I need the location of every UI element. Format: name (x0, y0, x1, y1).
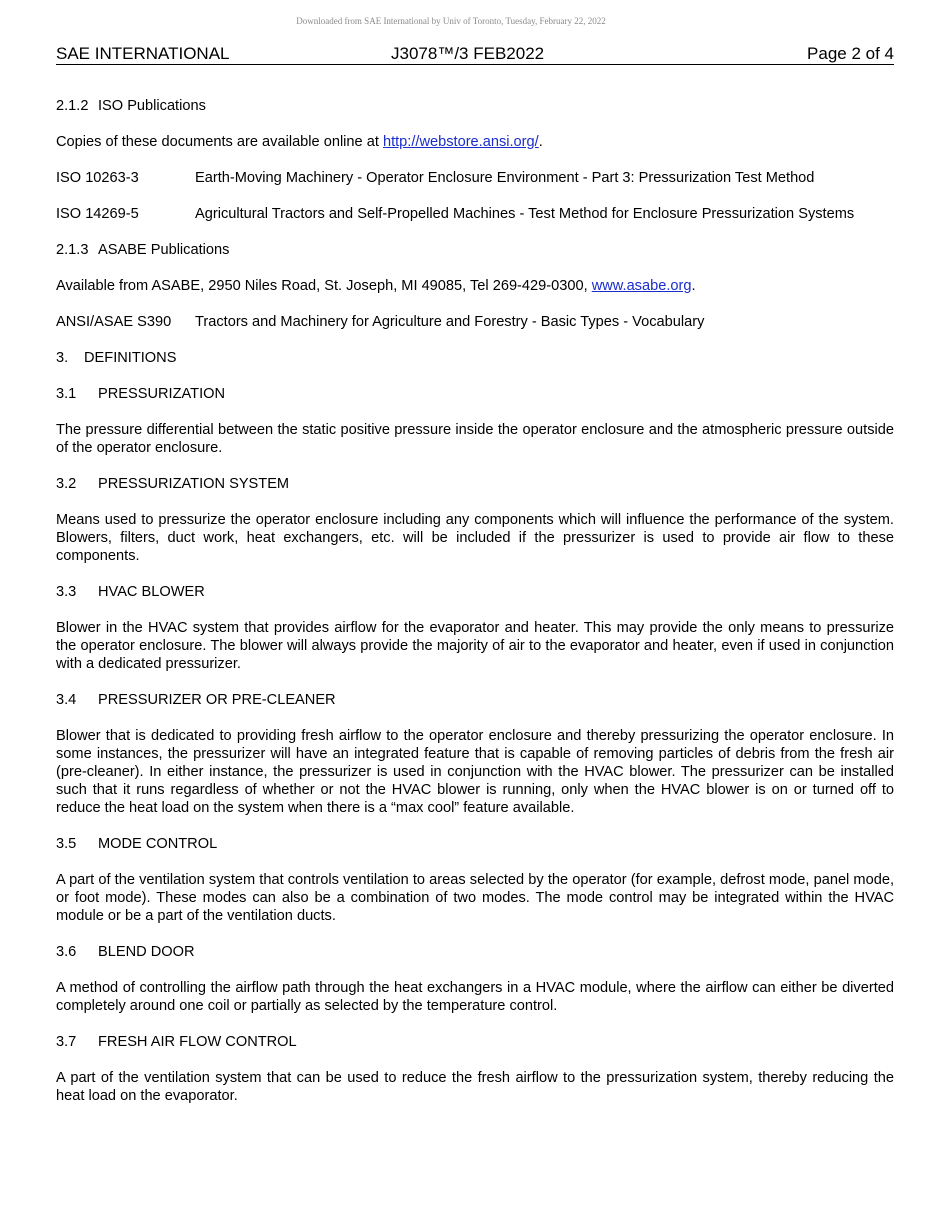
header-page-number: Page 2 of 4 (807, 44, 894, 63)
section-number: 2.1.2 (56, 98, 89, 114)
definition-text: Blower that is dedicated to providing fresh airflow to the operator enclosure and thereby pressurizing the operator enclosure. In some instances, the pressurizer will have an integrated feature that is capable of removing particles of debris from the fresh air (pre-cleaner). In either instance, the pressurizer is used in conjunction with the HVAC blower. The pressurizer can be installed such that it runs regardless of whether or not the HVAC blower is running, only when the HVAC blower is on or turned off to reduce the heat load on the system when there is a “max cool” feature available. (56, 728, 894, 816)
reference-row (56, 205, 894, 223)
asabe-website-link[interactable]: www.asabe.org (591, 278, 692, 294)
reference-row (56, 169, 894, 187)
section-number: 3. (56, 350, 69, 366)
definition-heading-3-7 (56, 1033, 894, 1051)
definition-text: Blower in the HVAC system that provides airflow for the evaporator and heater. This may provide the only means to pressurize the operator enclosure. The blower will always provide the majority of air to the evaporator and heater, even if used in conjunction with a dedicated pressurizer. (56, 620, 894, 672)
definition-term: BLEND DOOR (98, 944, 195, 960)
reference-title: Earth-Moving Machinery - Operator Enclosure Environment - Part 3: Pressurization Test Method (195, 170, 815, 186)
definition-heading-3-4 (56, 691, 894, 709)
availability-text: Available from ASABE, 2950 Niles Road, St. Joseph, MI 49085, Tel 269-429-0300, (56, 278, 592, 294)
section-number: 3.7 (56, 1034, 77, 1050)
definition-heading-3-1 (56, 385, 894, 403)
definition-term: PRESSURIZATION (98, 386, 226, 402)
header-organization: SAE INTERNATIONAL (56, 44, 230, 63)
reference-code: ISO 10263-3 (56, 170, 139, 186)
definition-heading-3-3 (56, 583, 894, 601)
section-number: 3.4 (56, 692, 77, 708)
reference-code: ANSI/ASAE S390 (56, 314, 172, 330)
availability-text: Copies of these documents are available online at (56, 134, 383, 150)
reference-title: Agricultural Tractors and Self-Propelled Machines - Test Method for Enclosure Pressurization Systems (195, 206, 855, 222)
section-number: 3.6 (56, 944, 77, 960)
definition-text: A method of controlling the airflow path through the heat exchangers in a HVAC module, where the airflow can either be diverted completely around one coil or partially as selected by the temperature control. (56, 980, 894, 1014)
definition-term: MODE CONTROL (98, 836, 218, 852)
section-number: 2.1.3 (56, 242, 89, 258)
definition-term: HVAC BLOWER (98, 584, 205, 600)
definition-text: The pressure differential between the static positive pressure inside the operator enclosure and the atmospheric pressure outside of the operator enclosure. (56, 422, 894, 456)
download-notice: Downloaded from SAE International by Univ of Toronto, Tuesday, February 22, 2022 (296, 16, 606, 26)
section-title: ASABE Publications (98, 242, 230, 258)
section-heading-2-1-3 (56, 241, 894, 259)
asabe-availability-text (56, 277, 894, 295)
iso-availability-text (56, 133, 894, 151)
section-number: 3.1 (56, 386, 77, 402)
definition-heading-3-5 (56, 835, 894, 853)
section-heading-2-1-2 (56, 97, 894, 115)
section-number: 3.3 (56, 584, 77, 600)
definition-term: PRESSURIZER OR PRE-CLEANER (98, 692, 336, 708)
reference-code: ISO 14269-5 (56, 206, 139, 222)
definition-heading-3-6 (56, 943, 894, 961)
definition-heading-3-2 (56, 475, 894, 493)
reference-row (56, 313, 894, 331)
punctuation: . (691, 278, 696, 294)
reference-title: Tractors and Machinery for Agriculture and Forestry - Basic Types - Vocabulary (195, 314, 705, 330)
header-document-number: J3078™/3 FEB2022 (391, 44, 545, 63)
section-title: ISO Publications (98, 98, 206, 114)
section-heading-3 (56, 349, 894, 367)
section-number: 3.2 (56, 476, 77, 492)
page-header (56, 44, 894, 65)
punctuation: . (538, 134, 543, 150)
section-number: 3.5 (56, 836, 77, 852)
document-body (56, 97, 894, 1105)
definition-term: FRESH AIR FLOW CONTROL (98, 1034, 297, 1050)
definition-text: A part of the ventilation system that can be used to reduce the fresh airflow to the pressurization system, thereby reducing the heat load on the evaporator. (56, 1070, 894, 1104)
definition-text: Means used to pressurize the operator enclosure including any components which will influence the performance of the system. Blowers, filters, duct work, heat exchangers, etc. will be included if the pressurizer is used to provide air flow to these components. (56, 512, 894, 564)
definition-term: PRESSURIZATION SYSTEM (98, 476, 290, 492)
section-title: DEFINITIONS (84, 350, 177, 366)
ansi-webstore-link[interactable]: http://webstore.ansi.org/ (382, 134, 539, 150)
definition-text: A part of the ventilation system that controls ventilation to areas selected by the operator (for example, defrost mode, panel mode, or foot mode). These modes can also be a combination of two modes. The mode control may be integrated within the HVAC module or be a part of the ventilation ducts. (56, 872, 894, 924)
